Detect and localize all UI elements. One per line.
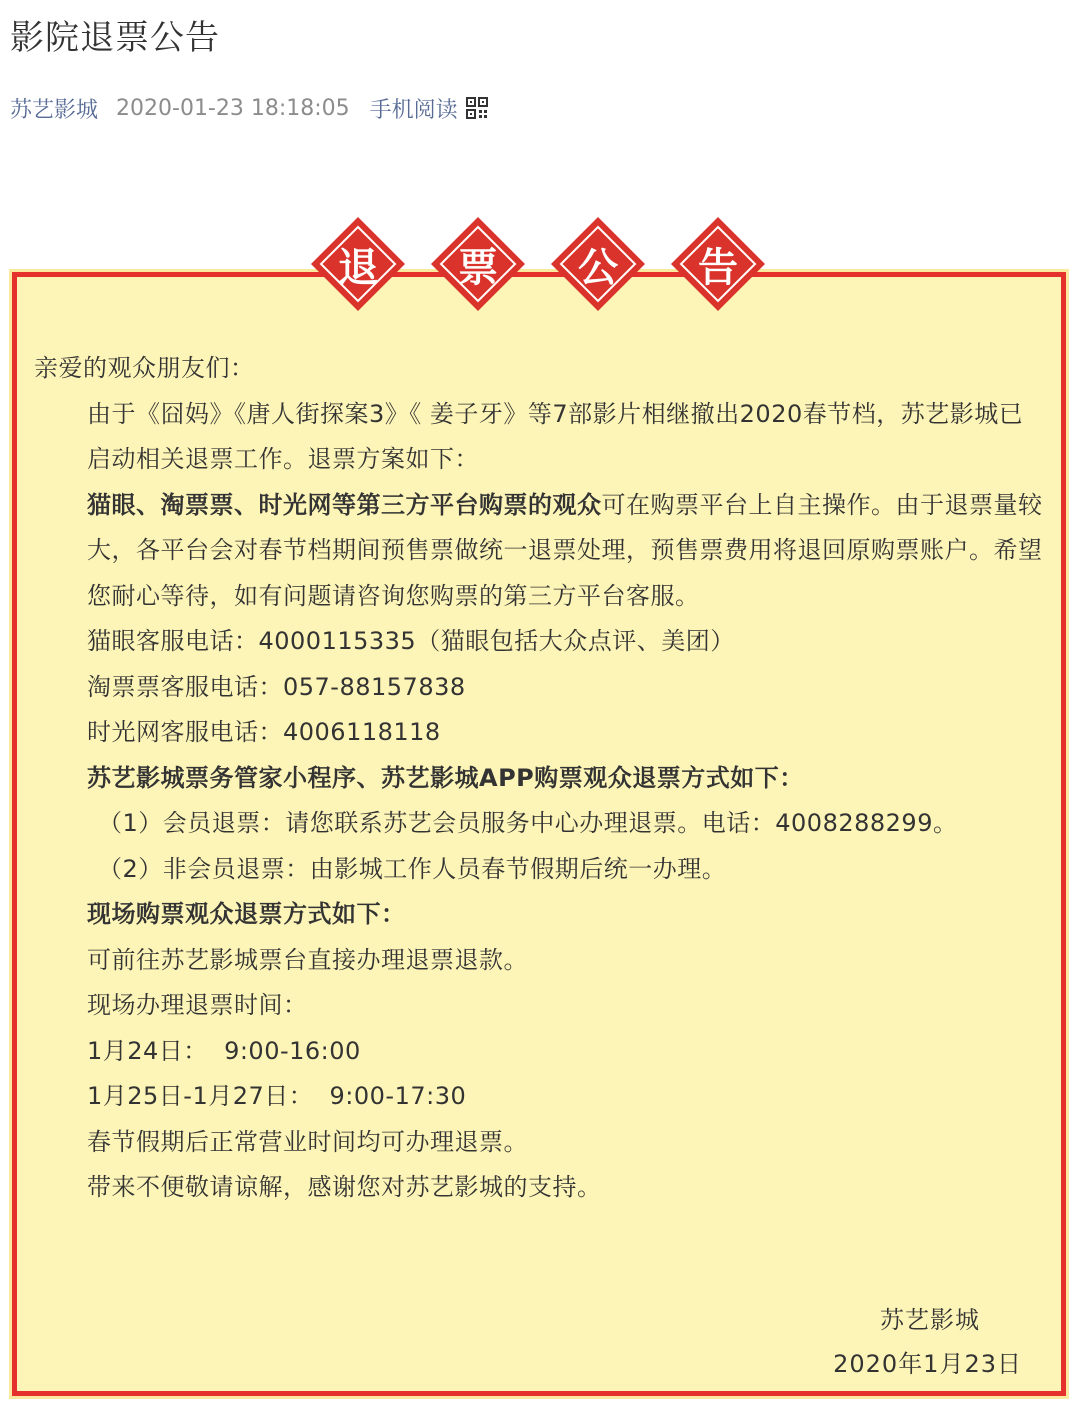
- paragraph-withdrawal: 由于《囧妈》《唐人街探案3》《 姜子牙》等7部影片相继撤出2020春节档，苏艺影城已启动相关退票工作。退票方案如下：: [87, 399, 1024, 473]
- banner-char-4: 告: [698, 244, 738, 291]
- signature-date: 2020年1月23日: [833, 1350, 1022, 1378]
- app-refund-heading: 苏艺影城票务管家小程序、苏艺影城APP购票观众退票方式如下：: [87, 763, 804, 792]
- banner-char-2: 票: [458, 244, 498, 291]
- banner-char-3: 公: [578, 244, 618, 291]
- signature: [833, 1298, 1022, 1386]
- publish-time: 2020-01-23 18:18:05: [116, 95, 350, 121]
- third-party-text: 可在购票平台上自主操作。由于退票量较大，各平台会对春节档期间预售票做统一退票处理，预售票费用将退回原购票账户。希望您耐心等待，如有问题请咨询您购票的第三方平台客服。: [87, 490, 1043, 610]
- banner-diamond-4: [669, 215, 767, 313]
- author-link[interactable]: 苏艺影城: [10, 97, 99, 123]
- maoyan-phone: 猫眼客服电话：4000115335（猫眼包括大众点评、美团）: [87, 627, 735, 655]
- taopiaopiao-phone: 淘票票客服电话：057-88157838: [87, 672, 466, 701]
- third-party-bold: 猫眼、淘票票、时光网等第三方平台购票的观众: [87, 490, 602, 519]
- onsite-time-label: 现场办理退票时间：: [87, 991, 308, 1019]
- banner-diamond-1: [309, 215, 407, 313]
- mtime-phone: 时光网客服电话：4006118118: [87, 718, 441, 746]
- mobile-read-link[interactable]: 手机阅读: [369, 97, 458, 123]
- onsite-refund-desc: 可前往苏艺影城票台直接办理退票退款。: [87, 945, 528, 974]
- signature-org: 苏艺影城: [880, 1306, 980, 1334]
- after-holiday-note: 春节假期后正常营业时间均可办理退票。: [87, 1127, 528, 1156]
- article-meta: [10, 88, 488, 128]
- onsite-refund-heading: 现场购票观众退票方式如下：: [87, 900, 406, 928]
- banner-char-1: 退: [338, 244, 378, 291]
- banner-diamond-2: [429, 215, 527, 313]
- greeting: 亲爱的观众朋友们：: [34, 354, 255, 382]
- onsite-time-2: 1月25日-1月27日： 9:00-17:30: [87, 1082, 467, 1110]
- banner-diamond-3: [549, 215, 647, 313]
- apology-note: 带来不便敬请谅解，感谢您对苏艺影城的支持。: [87, 1173, 602, 1201]
- onsite-time-1: 1月24日： 9:00-16:00: [87, 1036, 361, 1065]
- member-refund: （1）会员退票：请您联系苏艺会员服务中心办理退票。电话：4008288299。: [98, 809, 958, 837]
- qr-code-icon[interactable]: [466, 97, 488, 119]
- notice-content: [34, 346, 1046, 1211]
- non-member-refund: （2）非会员退票：由影城工作人员春节假期后统一办理。: [98, 854, 727, 883]
- paragraph-third-party: [34, 483, 1046, 620]
- article-title: 影院退票公告: [10, 18, 220, 58]
